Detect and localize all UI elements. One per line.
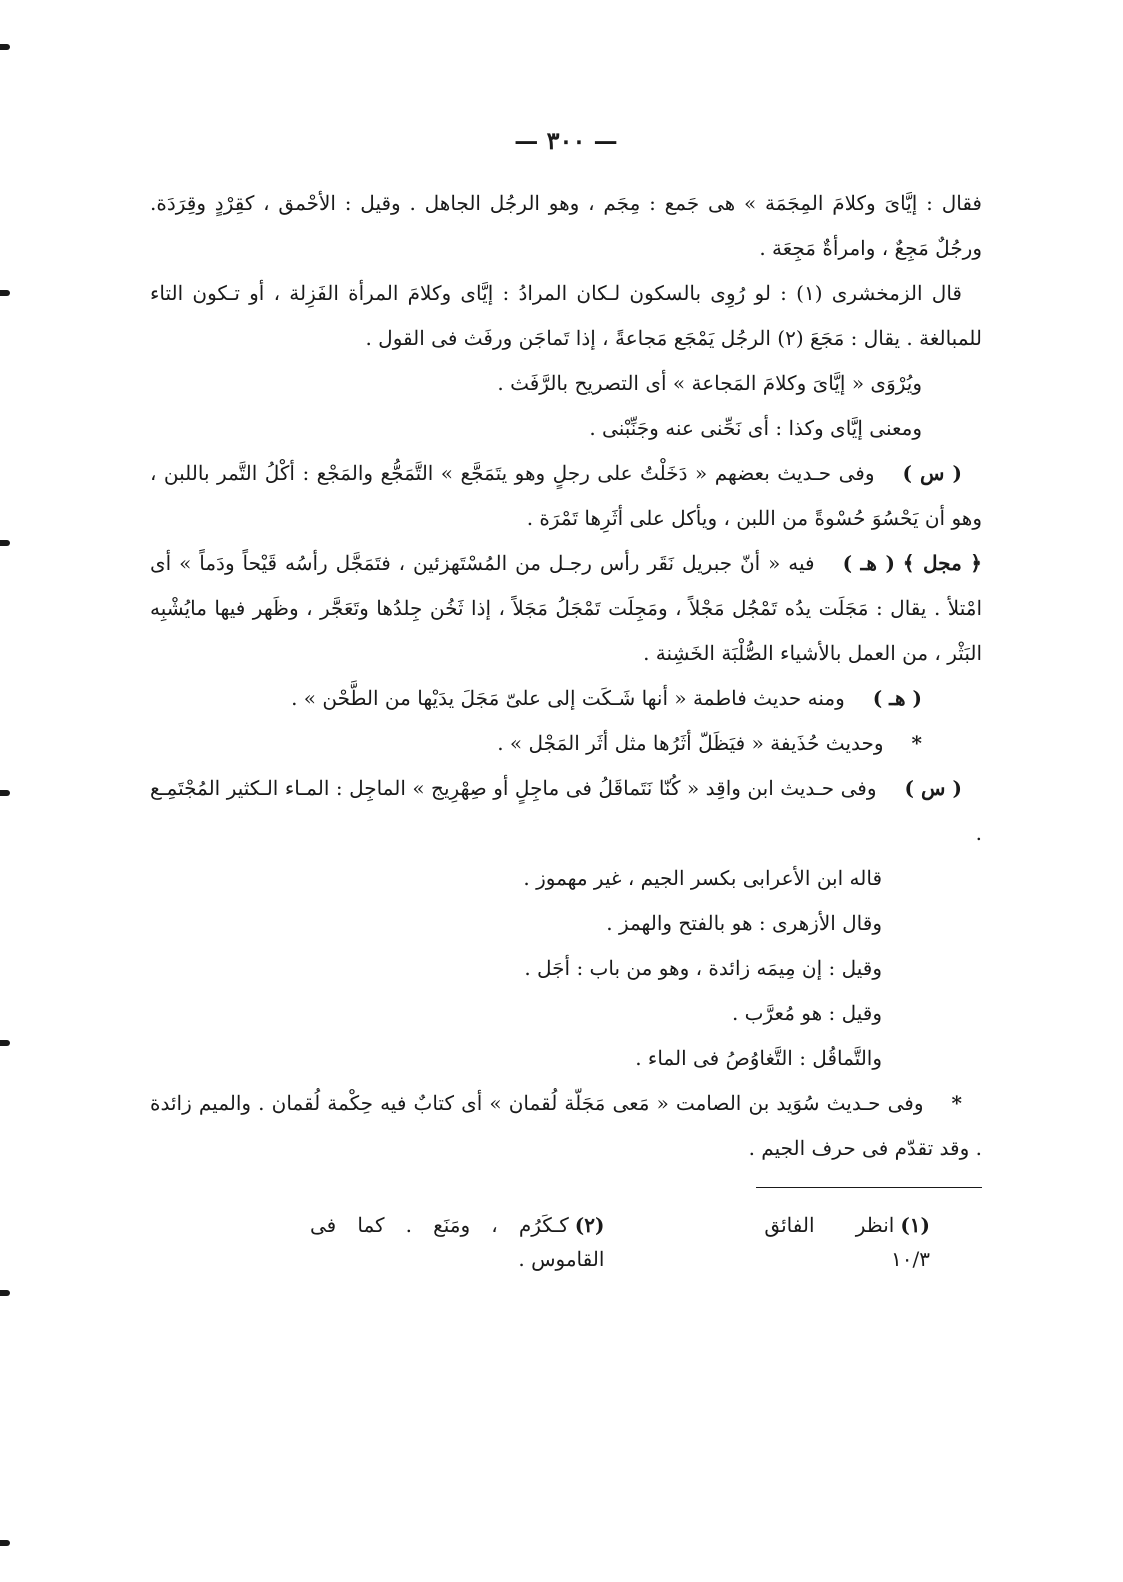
source-tag: ( هـ )	[872, 686, 922, 710]
paragraph-text: ومنه حديث فاطمة « أنها شَـكَت إلى علىّ مَجَلَ يدَيْها من الطَّحْن » .	[291, 686, 845, 710]
footnote-rule	[756, 1187, 982, 1188]
paragraph-text: وقال الأزهرى : هو بالفتح والهمز .	[606, 911, 882, 935]
paragraph	[150, 991, 982, 1036]
margin-mark	[0, 44, 10, 50]
footnote	[310, 1208, 604, 1276]
paragraph-text: والتَّماقُل : التَّغاوُصُ فى الماء .	[635, 1046, 882, 1070]
margin-mark	[0, 1040, 10, 1046]
entry-heading: ﴿ مجل ﴾	[902, 551, 982, 575]
margin-mark	[0, 1540, 10, 1546]
paragraph-text: وفى حـديث ابن واقِد « كُنّا نَتَماقَلُ فى ماجِلٍ أو صِهْرِيج » الماجِل : المـاء الـكثير المُجْتَمِـع .	[150, 776, 982, 845]
footnote	[764, 1208, 930, 1276]
paragraph	[150, 451, 982, 541]
paragraph-text: وفى حـديث سُوَيد بن الصامت « مَعى مَجَلّة لُقمان » أى كتابٌ فيه حِكْمة لُقمان . والميم زائدة . وقد تقدّم فى حرف الجيم .	[150, 1091, 982, 1160]
source-tag: *	[911, 731, 922, 755]
page	[150, 118, 982, 1276]
footnote-text: انظر الفائق ١٠/٣	[764, 1213, 930, 1271]
page-number: — ٣٠٠ —	[514, 126, 618, 155]
paragraph	[150, 361, 982, 406]
paragraph	[150, 1036, 982, 1081]
paragraph-text: ويُرْوَى « إيَّاىَ وكلامَ المَجاعة » أى التصريح بالرَّفَث .	[497, 371, 922, 395]
paragraph	[150, 721, 982, 766]
paragraph-text: ومعنى إيَّاى وكذا : أى نَحِّنى عنه وجَنِّبْنى .	[589, 416, 922, 440]
footnote-number: (٢)	[574, 1213, 605, 1237]
paragraph-text: قال الزمخشرى (١) : لو رُوِى بالسكون لـكان المرادُ : إيَّاى وكلامَ المرأة الفَزِلة ، أو تـكون التاء للمبالغة . يقال : مَجَعَ (٢) الرجُل يَمْجَع مَجاعةً ، إذا تَماجَن ورفَث فى القول .	[150, 281, 982, 350]
margin-mark	[0, 790, 10, 796]
paragraph	[150, 901, 982, 946]
paragraph	[150, 181, 982, 271]
footnote-number: (١)	[900, 1213, 930, 1237]
paragraph-text: وقيل : هو مُعرَّب .	[731, 1001, 882, 1025]
margin-mark	[0, 540, 10, 546]
paragraph	[150, 946, 982, 991]
source-tag: ( س )	[904, 776, 963, 800]
paragraph-text: فقال : إيَّاىَ وكلامَ المِجَمَة » هى جَمع : مِجَم ، وهو الرجُل الجاهل . وقيل : الأحْمق ، كقِرْدٍ وقِرَدَة. ورجُلٌ مَجِعٌ ، وامرأةٌ مَجِعَة .	[150, 191, 982, 260]
paragraph	[150, 856, 982, 901]
margin-mark	[0, 290, 10, 296]
paragraph	[150, 271, 982, 361]
paragraph-text: وقيل : إن مِيمَه زائدة ، وهو من باب : أجَل .	[524, 956, 882, 980]
paragraph	[150, 766, 982, 856]
paragraph-text: وفى حـديث بعضهم « دَخَلْتُ على رجلٍ وهو يتَمَجَّع » التَّمَجُّع والمَجْع : أكْلُ التَّمر باللبن ، وهو أن يَحْسُوَ حُسْوةً من اللبن ، ويأكل على أثَرِها تَمْرَة .	[150, 461, 982, 530]
paragraph	[150, 406, 982, 451]
margin-mark	[0, 1290, 10, 1296]
source-tag: ( هـ )	[842, 551, 895, 575]
paragraph	[150, 1081, 982, 1171]
source-tag: *	[951, 1091, 962, 1115]
paragraph-text: وحديث حُذَيفة « فيَظَلّ أثَرُها مثل أثَر المَجْل » .	[497, 731, 884, 755]
footnote-text: كـكَرُم ، ومَنَع . كما فى القاموس .	[310, 1213, 605, 1271]
body-text	[150, 181, 982, 1171]
paragraph	[150, 541, 982, 676]
paragraph-text: قاله ابن الأعرابى بكسر الجيم ، غير مهموز .	[523, 866, 882, 890]
paragraph-text: فيه « أنّ جبريل نَقَر رأس رجـل من المُسْتَهزئين ، فتَمَجَّل رأسُه قَيْحاً ودَماً » أى امْتلأ . يقال : مَجَلَت يدُه تَمْجُل مَجْلاً ، ومَجِلَت تَمْجَلُ مَجَلاً ، إذا ثَخُن جِلدُها وتَعَجَّر ، وظَهر فيها مايُشْبِه البَثْر ، من العمل بالأشياء الصُّلْبَة الخَشِنة .	[150, 551, 982, 665]
paragraph	[150, 676, 982, 721]
footnotes	[150, 1208, 982, 1276]
source-tag: ( س )	[902, 461, 963, 485]
